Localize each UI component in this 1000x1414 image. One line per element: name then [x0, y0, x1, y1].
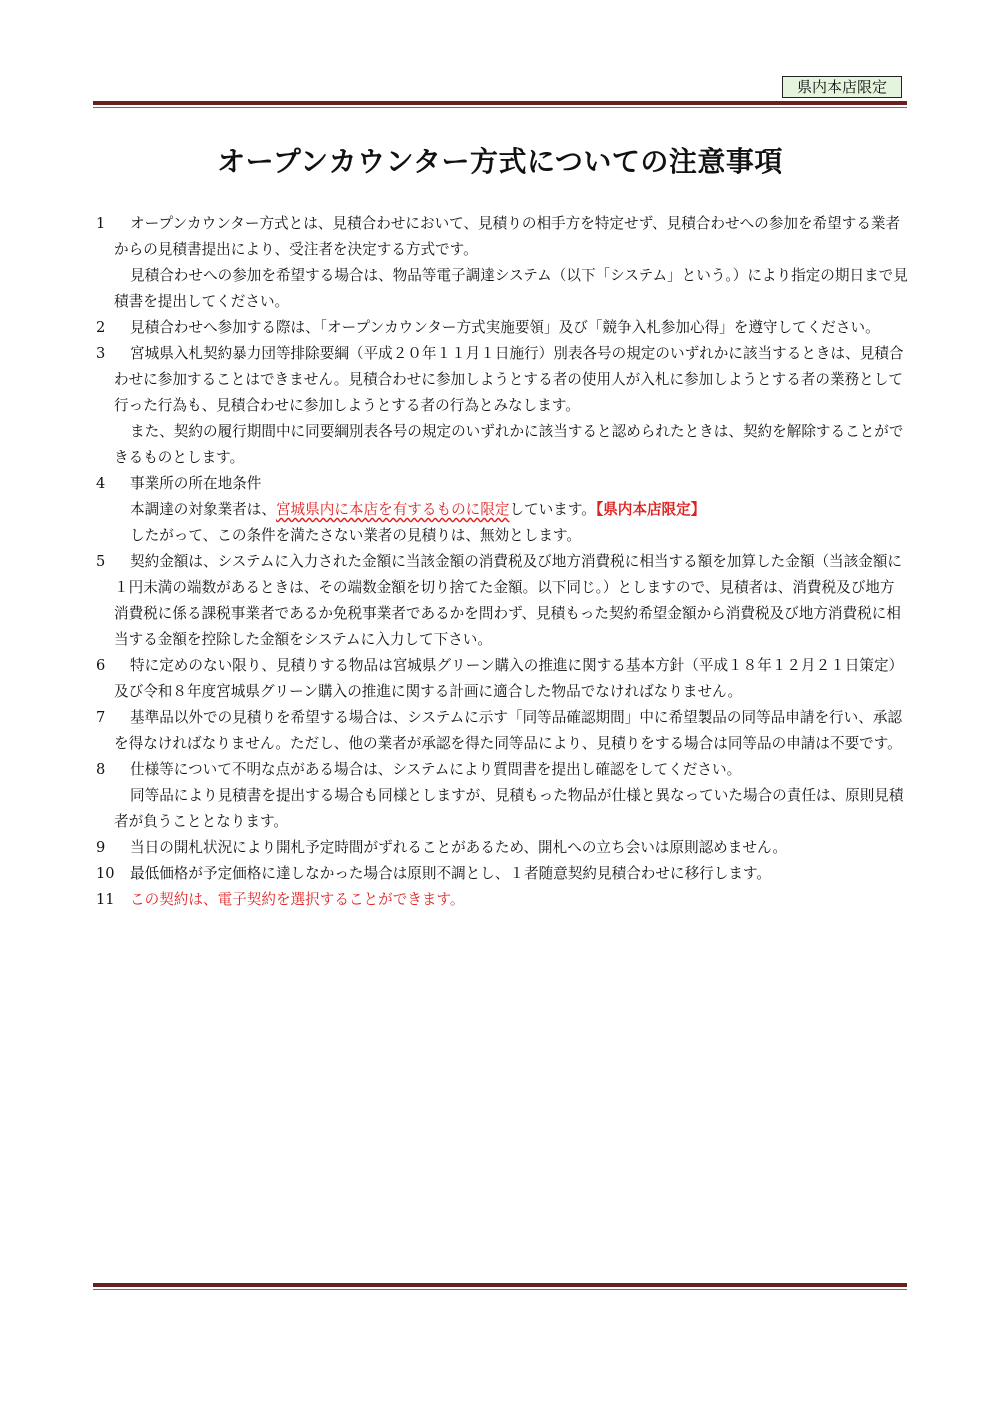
item-text	[114, 497, 908, 523]
area-restriction-badge: 県内本店限定	[782, 76, 902, 98]
header-divider	[93, 101, 907, 108]
item-text: 仕様等について不明な点がある場合は、システムにより質問書を提出し確認をしてください。	[130, 761, 742, 778]
item-text: 同等品により見積書を提出する場合も同様としますが、見積もった物品が仕様と異なっていた場合の責任は、原則見積者が負うこととなります。	[114, 787, 904, 830]
item-number: 3	[96, 345, 106, 362]
item-text: また、契約の履行期間中に同要綱別表各号の規定のいずれかに該当すると認められたときは、契約を解除することができるものとします。	[114, 423, 904, 466]
item-number: 1	[96, 215, 106, 232]
notice-item-8	[96, 757, 908, 835]
item-text: この契約は、電子契約を選択することができます。	[130, 891, 465, 908]
item-text: 基準品以外での見積りを希望する場合は、システムに示す「同等品確認期間」中に希望製品の同等品申請を行い、承認を得なければなりません。ただし、他の業者が承認を得た同等品により、見積りをする場合は同等品の申請は不要です。	[114, 709, 903, 752]
notice-item-9	[96, 835, 908, 861]
footer-divider	[93, 1283, 907, 1290]
item-number: 2	[96, 319, 106, 336]
notice-list	[96, 211, 908, 913]
item-text: 見積合わせへの参加を希望する場合は、物品等電子調達システム（以下「システム」という。）により指定の期日まで見積書を提出してください。	[114, 267, 908, 310]
notice-item-4	[96, 471, 908, 549]
notice-item-7	[96, 705, 908, 757]
notice-item-10	[96, 861, 908, 887]
item-number: 5	[96, 553, 106, 570]
item-text: オープンカウンター方式とは、見積合わせにおいて、見積りの相手方を特定せず、見積合わせへの参加を希望する業者からの見積書提出により、受注者を決定する方式です。	[114, 215, 901, 258]
item-text: 当日の開札状況により開札予定時間がずれることがあるため、開札への立ち会いは原則認めません。	[130, 839, 788, 856]
item-number: 7	[96, 709, 106, 726]
condition-text: しています。	[509, 501, 596, 518]
item-text: 事業所の所在地条件	[130, 475, 262, 492]
item-number: 4	[96, 475, 106, 492]
item-number: 11	[96, 891, 115, 908]
notice-item-3	[96, 341, 908, 471]
item-text: したがって、この条件を満たさない業者の見積りは、無効とします。	[130, 527, 581, 544]
notice-item-5	[96, 549, 908, 653]
notice-item-2	[96, 315, 908, 341]
page-title: オープンカウンター方式についての注意事項	[217, 145, 783, 178]
item-number: 9	[96, 839, 106, 856]
condition-text: 本調達の対象業者は、	[130, 501, 276, 518]
condition-highlight: 宮城県内に本店を有するものに限定	[275, 501, 510, 518]
notice-item-6	[96, 653, 908, 705]
item-text: 宮城県入札契約暴力団等排除要綱（平成２０年１１月１日施行）別表各号の規定のいずれかに該当するときは、見積合わせに参加することはできません。見積合わせに参加しようとする者の使用人が入札に参加しようとする者の業務として行った行為も、見積合わせに参加しようとする者の行為とみなします。	[114, 345, 904, 414]
item-text: 見積合わせへ参加する際は、「オープンカウンター方式実施要領」及び「競争入札参加心得」を遵守してください。	[130, 319, 880, 336]
condition-tag: 【県内本店限定】	[595, 501, 706, 518]
item-text: 最低価格が予定価格に達しなかった場合は原則不調とし、１者随意契約見積合わせに移行します。	[130, 865, 771, 882]
item-text: 契約金額は、システムに入力された金額に当該金額の消費税及び地方消費税に相当する額を加算した金額（当該金額に１円未満の端数があるときは、その端数金額を切り捨てた金額。以下同じ。）としますので、見積者は、消費税及び地方消費税に係る課税事業者であるか免税事業者であるかを問わず、見積もった契約希望金額から消費税及び地方消費税に相当する金額を控除した金額をシステムに入力して下さい。	[114, 553, 903, 648]
item-number: 6	[96, 657, 106, 674]
notice-item-11	[96, 887, 908, 913]
notice-item-1	[96, 211, 908, 315]
item-number: 10	[96, 865, 115, 882]
item-number: 8	[96, 761, 106, 778]
item-text: 特に定めのない限り、見積りする物品は宮城県グリーン購入の推進に関する基本方針（平成１８年１２月２１日策定）及び令和８年度宮城県グリーン購入の推進に関する計画に適合した物品でなければなりません。	[114, 657, 904, 700]
